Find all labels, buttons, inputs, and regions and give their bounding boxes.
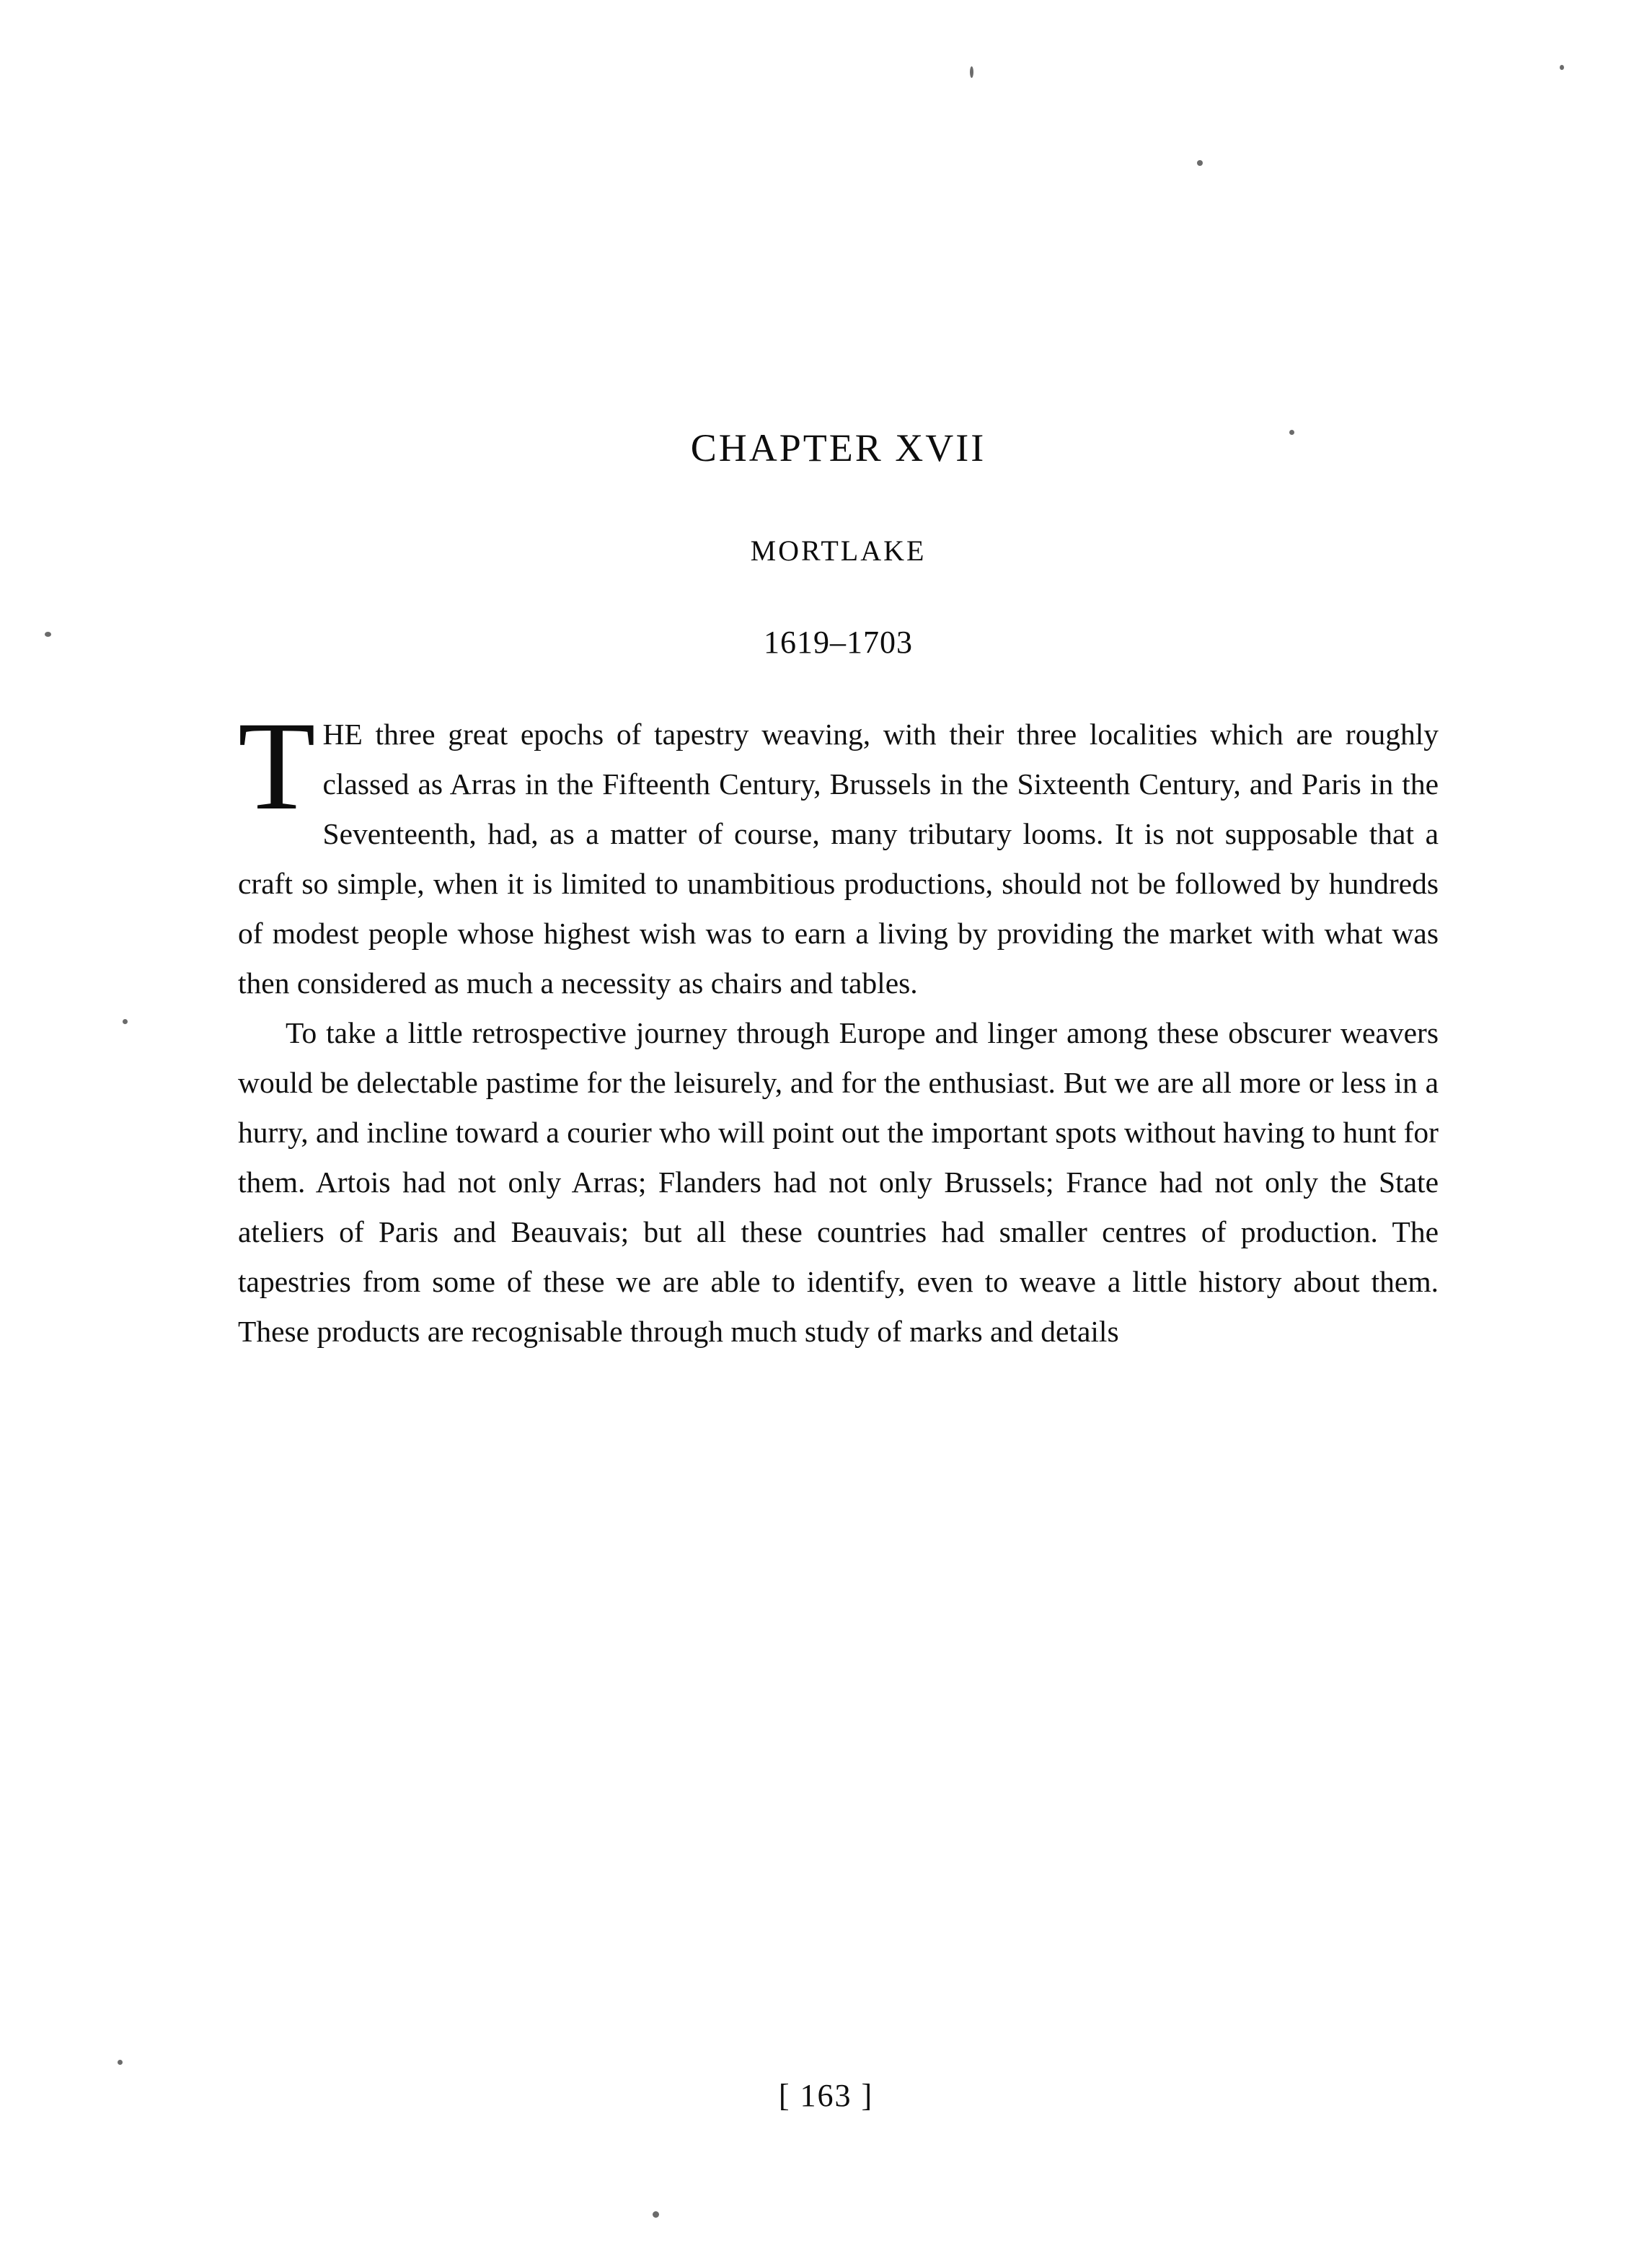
paragraph-1 [238,696,1439,1008]
scan-speck [123,1019,128,1024]
body-copy [238,696,1439,1357]
paragraph-1-text: HE three great epochs of tapestry weaving, with their three localities which are roughly classed as Arras in the Fifteenth Century, Brussels in the Sixteenth Century, and Paris in the Seventeenth, had, as a matter of course, many tributary looms. It is not supposable that a craft so simple, when it is limited to unambitious productions, should not be followed by hundreds of modest people whose highest wish was to earn a living by providing the market with what was then considered as much a necessity as chairs and tables. [238,718,1439,1000]
scan-speck [45,632,51,637]
chapter-date-range: 1619–1703 [764,625,913,660]
scan-speck [1560,65,1564,70]
page-text-block [238,426,1439,1357]
chapter-heading: CHAPTER XVII [690,426,986,470]
scan-speck [970,66,973,78]
chapter-subtitle: MORTLAKE [750,534,927,567]
scan-speck [653,2211,659,2218]
paragraph-2: To take a little retrospective journey through Europe and linger among these obscurer weavers would be delectable pastime for the leisurely, and for the enthusiast. But we are all more or less in a hurry, and incline toward a courier who will point out the important spots without having to hunt for them. Artois had not only Arras; Flanders had not only Brussels; France had not only the State ateliers of Paris and Beauvais; but all these countries had smaller centres of production. The tapestries from some of these we are able to identify, even to weave a little history about them. These products are recognisable through much study of marks and details [238,1016,1439,1348]
drop-cap: T [238,696,316,837]
page-number: [ 163 ] [778,2078,874,2113]
scan-speck [118,2060,123,2065]
scan-speck [1197,160,1203,166]
